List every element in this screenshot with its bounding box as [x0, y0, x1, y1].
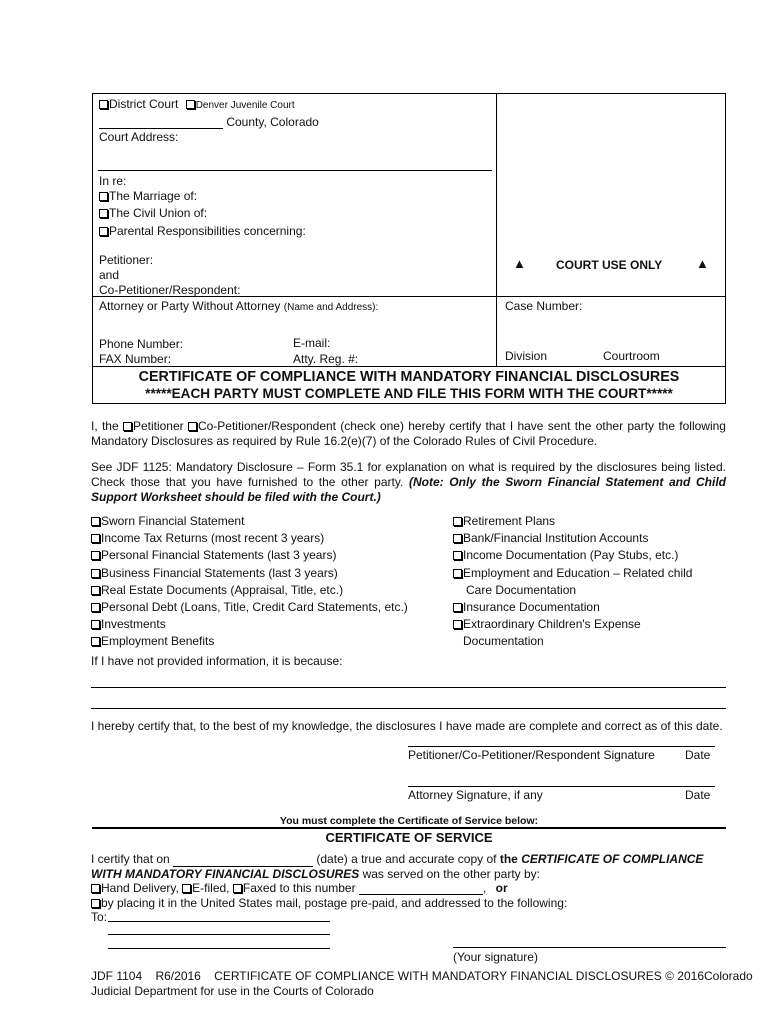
service-heading: CERTIFICATE OF SERVICE	[325, 830, 493, 845]
disclosure-label: Sworn Financial Statement	[101, 514, 245, 528]
service-date-blank[interactable]	[173, 856, 313, 867]
service-date-text: (date) a true and accurate copy of	[316, 852, 497, 866]
list-item	[91, 599, 408, 616]
court-use-only: COURT USE ONLY	[556, 258, 663, 272]
list-item-continuation: Care Documentation	[466, 582, 577, 597]
to-label: To:	[91, 910, 108, 924]
disclosure-checkbox[interactable]	[91, 603, 100, 612]
or-label: or	[495, 881, 508, 895]
reason-line-2[interactable]	[91, 708, 726, 709]
disclosure-checkbox[interactable]	[453, 569, 462, 578]
list-item	[453, 547, 692, 564]
filing-note: (Note: Only the Sworn Financial Statement and Child Support Worksheet should be filed with the Court.)	[91, 475, 726, 504]
form-title: CERTIFICATE OF COMPLIANCE WITH MANDATORY FINANCIAL DISCLOSURES	[138, 369, 680, 385]
attorney-signature-label: Attorney Signature, if any	[408, 788, 543, 802]
district-court-label: District Court	[109, 97, 179, 111]
denver-juvenile-label: Denver Juvenile Court	[195, 100, 295, 111]
attorney-signature-line[interactable]	[408, 786, 715, 787]
in-re-parental	[99, 224, 306, 238]
disclosure-label: Bank/Financial Institution Accounts	[463, 531, 649, 546]
disclosure-label: Extraordinary Children's Expense	[463, 617, 641, 632]
email-label: E-mail:	[293, 336, 331, 350]
county-label: County, Colorado	[226, 115, 319, 129]
attorney-label	[99, 299, 378, 313]
disclosure-label: Personal Financial Statements (last 3 years)	[101, 548, 337, 563]
disclosure-checkbox[interactable]	[453, 551, 462, 560]
faxed-label: Faxed to this number	[242, 881, 356, 895]
phone-label: Phone Number:	[99, 337, 184, 351]
see-jdf-text: See JDF 1125: Mandatory Disclosure – Form 35.1 for explanation on what is required by the disclosures being listed. Check those that you have furnished to the other party.	[91, 460, 726, 489]
list-item	[453, 513, 692, 530]
attorney-label-text: Attorney or Party Without Attorney	[99, 299, 281, 313]
address-line-3[interactable]	[108, 948, 330, 949]
list-item	[453, 616, 692, 633]
marriage-checkbox[interactable]	[99, 192, 108, 201]
disclosure-label: Business Financial Statements (last 3 years)	[101, 565, 338, 580]
service-paragraph	[91, 852, 726, 881]
case-number-label: Case Number:	[505, 299, 583, 313]
disclosure-checkbox[interactable]	[91, 637, 100, 646]
atty-reg-label: Atty. Reg. #:	[293, 352, 359, 366]
and-label: and	[99, 268, 120, 282]
list-item	[91, 547, 408, 564]
disclosure-label: Investments	[101, 617, 166, 632]
petitioner-option: Petitioner	[132, 419, 184, 433]
co-petitioner-label: Co-Petitioner/Respondent:	[99, 283, 241, 297]
hand-delivery-checkbox[interactable]	[91, 884, 100, 893]
division-label: Division	[505, 349, 548, 363]
divider	[92, 827, 726, 829]
disclosures-right-list	[453, 513, 692, 651]
petitioner-checkbox[interactable]	[123, 422, 132, 431]
form-subtitle: *****EACH PARTY MUST COMPLETE AND FILE THIS FORM WITH THE COURT*****	[145, 386, 673, 401]
list-item	[91, 513, 408, 530]
your-signature-line[interactable]	[453, 947, 726, 948]
disclosure-checkbox[interactable]	[91, 569, 100, 578]
disclosure-label: Employment Benefits	[101, 634, 215, 649]
disclosure-checkbox[interactable]	[453, 620, 462, 629]
list-item	[91, 530, 408, 547]
certification-text: I hereby certify that, to the best of my knowledge, the disclosures I have made are complete and correct as of this date.	[91, 719, 723, 733]
mail-label: by placing it in the United States mail, postage pre-paid, and addressed to the following:	[101, 896, 568, 910]
disclosure-label: Real Estate Documents (Appraisal, Title, etc.)	[101, 582, 344, 597]
disclosure-label: Income Tax Returns (most recent 3 years)	[101, 531, 325, 546]
courtroom-label: Courtroom	[603, 349, 660, 363]
civil-union-label: The Civil Union of:	[109, 206, 208, 220]
parental-checkbox[interactable]	[99, 227, 108, 236]
parental-label: Parental Responsibilities concerning:	[109, 224, 306, 238]
service-certify-text: I certify that on	[91, 852, 170, 866]
disclosures-left-list	[91, 513, 408, 651]
disclosure-label: Insurance Documentation	[463, 600, 600, 615]
disclosure-checkbox[interactable]	[91, 551, 100, 560]
footer-line-2: Judicial Department for use in the Courts of Colorado	[91, 984, 374, 998]
petitioner-label: Petitioner:	[99, 253, 154, 267]
in-re-label: In re:	[99, 174, 127, 188]
certify-paragraph	[91, 419, 726, 449]
list-item-continuation: Documentation	[463, 634, 544, 649]
service-cert-title: CERTIFICATE OF COMPLIANCE WITH MANDATORY FINANCIAL DISCLOSURES	[91, 852, 704, 881]
disclosure-label: Retirement Plans	[463, 514, 556, 528]
hand-delivery-label: Hand Delivery,	[101, 881, 179, 895]
list-item	[453, 530, 692, 547]
district-court-checkbox[interactable]	[99, 100, 108, 109]
disclosure-checkbox[interactable]	[453, 603, 462, 612]
must-complete-note: You must complete the Certificate of Service below:	[279, 815, 539, 827]
list-item	[91, 582, 408, 599]
see-jdf-paragraph	[91, 460, 726, 505]
triangle-up-icon: ▲	[696, 256, 709, 271]
your-signature-label: (Your signature)	[453, 950, 538, 964]
delivery-options: Hand Delivery, E-filed, Faxed to this number , or	[91, 881, 508, 895]
disclosure-label: Personal Debt (Loans, Title, Credit Card Statements, etc.)	[101, 600, 408, 615]
court-type-options	[99, 97, 295, 111]
list-item	[91, 633, 408, 650]
co-petitioner-checkbox[interactable]	[188, 422, 197, 431]
not-provided-label: If I have not provided information, it is because:	[91, 654, 343, 668]
disclosure-checkbox[interactable]	[453, 534, 462, 543]
in-re-civil-union	[99, 206, 207, 220]
efiled-label: E-filed,	[192, 881, 230, 895]
disclosure-checkbox[interactable]	[91, 620, 100, 629]
fax-label: FAX Number:	[99, 352, 172, 366]
certify-pre: I, the	[91, 419, 119, 433]
service-served-text: was served on the other party by:	[362, 866, 541, 881]
court-address-label: Court Address:	[99, 130, 179, 144]
list-item	[91, 616, 408, 633]
marriage-label: The Marriage of:	[109, 189, 198, 203]
fax-number-blank[interactable]	[359, 884, 483, 895]
list-item	[453, 565, 692, 582]
attorney-date-label: Date	[685, 788, 711, 802]
attorney-sub-label: (Name and Address):	[283, 302, 379, 313]
signature-label: Petitioner/Co-Petitioner/Respondent Signature	[408, 748, 655, 762]
disclosure-label: Income Documentation (Pay Stubs, etc.)	[463, 548, 679, 563]
denver-juvenile-checkbox[interactable]	[186, 100, 195, 109]
reason-line-1[interactable]	[91, 687, 726, 688]
disclosure-checkbox[interactable]	[91, 517, 100, 526]
list-item	[453, 599, 692, 616]
triangle-up-icon: ▲	[513, 256, 526, 271]
disclosure-checkbox[interactable]	[453, 517, 462, 526]
disclosure-label: Employment and Education – Related child	[463, 565, 693, 580]
co-petitioner-option: Co-Petitioner/Respondent (check one) hereby certify that I have sent the other party the following Mandatory Disclosures as required by Rule 16.2(e)(7) of the Colorado Rules of Civil Procedure.	[91, 419, 726, 448]
mail-checkbox[interactable]	[91, 899, 100, 908]
disclosure-checkbox[interactable]	[91, 534, 100, 543]
address-line-2[interactable]	[108, 934, 330, 935]
service-the: the	[499, 852, 518, 866]
county-line	[99, 115, 319, 129]
signature-line[interactable]	[408, 746, 715, 747]
address-line-1[interactable]	[108, 921, 330, 922]
mail-option	[91, 896, 567, 910]
disclosure-checkbox[interactable]	[91, 586, 100, 595]
list-item	[91, 565, 408, 582]
in-re-marriage	[99, 189, 197, 203]
footer-line-1: JDF 1104 R6/2016 CERTIFICATE OF COMPLIANCE WITH MANDATORY FINANCIAL DISCLOSURES © 2016Colorado	[91, 969, 753, 983]
county-blank[interactable]	[99, 117, 223, 129]
faxed-checkbox[interactable]	[233, 884, 242, 893]
signature-date-label: Date	[685, 748, 711, 762]
efiled-checkbox[interactable]	[182, 884, 191, 893]
civil-union-checkbox[interactable]	[99, 209, 108, 218]
